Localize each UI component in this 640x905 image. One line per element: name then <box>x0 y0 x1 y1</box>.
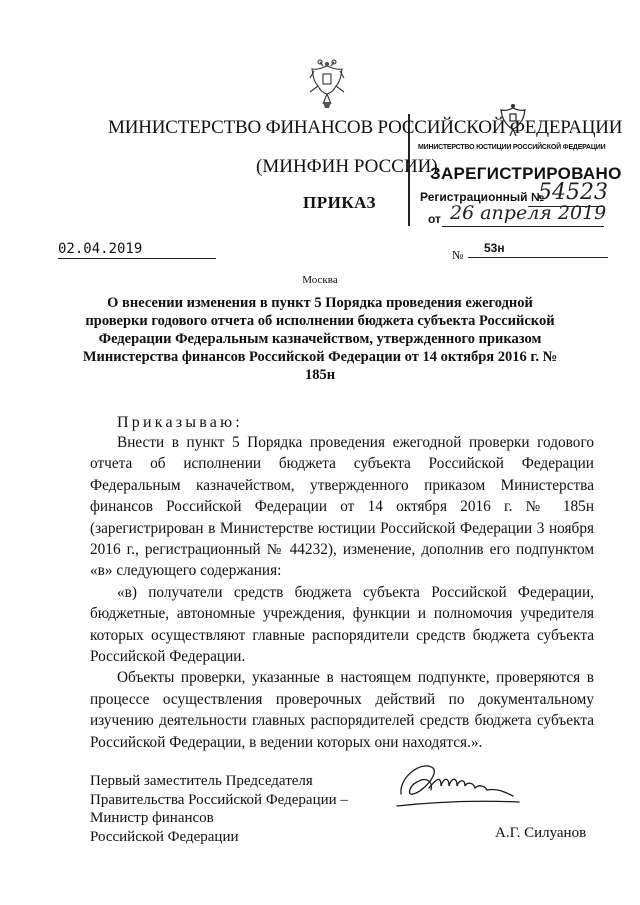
stamp-date-label: от <box>428 212 441 226</box>
document-title: О внесении изменения в пункт 5 Порядка проведения ежегодной проверки годового отчета об исполнении бюджета субъекта Российской Федерации Федеральным казначейством, утвержденного приказом Министерства финансов Российской Федерации от 14 октября 2016 г. № 185н <box>82 295 558 383</box>
ministry-name: МИНИСТЕРСТВО ФИНАНСОВ РОССИЙСКОЙ ФЕДЕРАЦИИ <box>108 117 623 138</box>
stamp-status: ЗАРЕГИСТРИРОВАНО <box>430 164 622 183</box>
paragraph: Внести в пункт 5 Порядка проведения ежегодной проверки годового отчета об исполнении бюджета субъекта Российской Федерации Федеральным казначейством, утвержденного приказом Министерства финансов Российской Федерации от 14 октября 2016 г. № 185н (зарегистрирован в Министерстве юстиции Российской Федерации 3 ноября 2016 г., регистрационный № 44232), изменение, дополнив его подпунктом «в» следующего содержания: <box>90 434 594 580</box>
stamp-frame <box>408 114 414 226</box>
order-number-label: № <box>452 248 464 262</box>
russian-coat-of-arms-icon <box>304 58 350 110</box>
ministry-short-name: (МИНФИН РОССИИ) <box>256 156 438 177</box>
stamp-organization: МИНИСТЕРСТВО ЮСТИЦИИ РОССИЙСКОЙ ФЕДЕРАЦИИ <box>418 144 606 151</box>
order-number: 53н <box>468 241 608 258</box>
document-type: ПРИКАЗ <box>303 193 376 212</box>
signer-position: Первый заместитель Председателя Правительства Российской Федерации – Министр финансов Российской Федерации <box>90 773 348 845</box>
order-word: Приказываю: <box>117 414 243 431</box>
registration-stamp <box>408 114 622 226</box>
stamp-number-label: Регистрационный № <box>420 190 545 204</box>
stamp-number: 54523 <box>538 180 608 205</box>
city: Москва <box>302 274 338 286</box>
paragraph: «в) получатели средств бюджета субъекта Российской Федерации, бюджетные, автономные учреждения, функции и полномочия учредителя которых осуществляют главные распорядители средств бюджета субъекта Российской Федерации. <box>90 583 594 666</box>
handwritten-signature <box>393 756 523 816</box>
signer-name: А.Г. Силуанов <box>495 825 587 841</box>
stamp-date: 26 апреля 2019 <box>450 202 607 224</box>
document-body <box>90 432 594 753</box>
stamp-date-line <box>442 226 604 227</box>
paragraph: Объекты проверки, указанные в настоящем подпункте, проверяются в процессе осуществления проверочных действий по документальному изучению деятельности главных распорядителей средств бюджета субъекта Российской Федерации, в ведении которых они находятся.». <box>90 669 594 751</box>
order-date: 02.04.2019 <box>58 241 216 259</box>
russian-coat-of-arms-icon <box>496 102 530 138</box>
